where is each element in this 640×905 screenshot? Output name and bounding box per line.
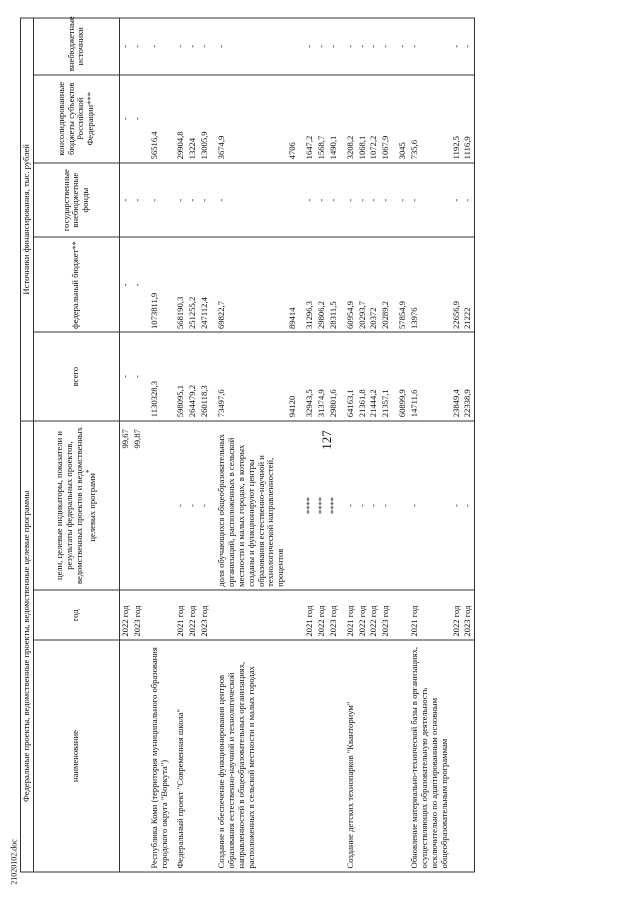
cell-name [299, 640, 316, 872]
cell-funds: - [199, 163, 211, 238]
cell-federal: 22656,9 [451, 237, 463, 332]
cell-indicator: - [187, 421, 199, 591]
cell-indicator: - [340, 421, 357, 591]
cell-consolidated: 1116,9 [462, 75, 474, 163]
cell-total: 64163,1 [340, 332, 357, 420]
cell-funds: - [187, 163, 199, 238]
cell-year: 2023 год [380, 590, 392, 640]
cell-total: 21357,1 [380, 332, 392, 420]
cell-offbudget: - [316, 18, 328, 75]
cell-federal: 21222 [462, 237, 474, 332]
cell-name [119, 640, 131, 872]
header-consolidated-budgets: консолидированные бюджеты субъектов Российской Федерации*** [33, 75, 119, 163]
cell-federal: 1073811,9 [144, 237, 171, 332]
cell-consolidated: 13005,9 [199, 75, 211, 163]
cell-total: 29801,6 [328, 332, 340, 420]
header-offbudget: внебюджетные источники [33, 18, 119, 75]
cell-federal: 251255,2 [187, 237, 199, 332]
cell-federal: 28311,5 [328, 237, 340, 332]
cell-consolidated: - [132, 75, 144, 163]
cell-funds: - [462, 163, 474, 238]
cell-total: 21444,2 [368, 332, 380, 420]
cell-offbudget: - [144, 18, 171, 75]
table-row [170, 18, 187, 872]
cell-offbudget: - [340, 18, 357, 75]
table-row [199, 18, 211, 872]
cell-name: Республика Коми (территория муниципального образования городского округа "Воркута") [144, 640, 171, 872]
cell-name: Создание детских технопарков "Кванториум" [340, 640, 357, 872]
cell-offbudget: - [368, 18, 380, 75]
cell-indicator: - [199, 421, 211, 591]
cell-total: 73497,6 [211, 332, 287, 420]
cell-year: 2021 год [409, 590, 451, 640]
header-name: наименование [33, 640, 119, 872]
cell-federal: 247112,4 [199, 237, 211, 332]
cell-indicator: - [368, 421, 380, 591]
cell-total: 1130328,3 [144, 332, 171, 420]
cell-offbudget: - [211, 18, 287, 75]
cell-total: 598095,1 [170, 332, 187, 420]
cell-year: 2022 год [368, 590, 380, 640]
cell-year: 2023 год [328, 590, 340, 640]
table-row [211, 18, 287, 872]
cell-name [368, 640, 380, 872]
cell-funds: - [132, 163, 144, 238]
cell-name: Федеральный проект "Современная школа" [170, 640, 187, 872]
cell-consolidated: 735,6 [409, 75, 451, 163]
cell-federal: 57854,9 [392, 237, 409, 332]
cell-offbudget: - [380, 18, 392, 75]
cell-federal: 20372 [368, 237, 380, 332]
cell-consolidated: - [119, 75, 131, 163]
cell-name [132, 640, 144, 872]
cell-total: 32943,5 [299, 332, 316, 420]
cell-year [287, 590, 299, 640]
cell-year: 2021 год [299, 590, 316, 640]
cell-funds: - [299, 163, 316, 238]
cell-total: 23849,4 [451, 332, 463, 420]
cell-offbudget: - [199, 18, 211, 75]
cell-consolidated: 3208,2 [340, 75, 357, 163]
cell-consolidated: 3045 [392, 75, 409, 163]
cell-year [392, 590, 409, 640]
cell-indicator: **** [316, 421, 328, 591]
cell-year: 2022 год [187, 590, 199, 640]
cell-consolidated: 1067,9 [380, 75, 392, 163]
cell-federal: - [119, 237, 131, 332]
cell-name [392, 640, 409, 872]
header-federal-budget: федеральный бюджет** [33, 237, 119, 332]
cell-funds: - [451, 163, 463, 238]
cell-federal: 13976 [409, 237, 451, 332]
cell-total: 60899,9 [392, 332, 409, 420]
cell-total: 264479,2 [187, 332, 199, 420]
cell-name [328, 640, 340, 872]
cell-name [357, 640, 369, 872]
table-row [119, 18, 131, 872]
cell-offbudget: - [328, 18, 340, 75]
cell-indicator: - [380, 421, 392, 591]
cell-year: 2022 год [316, 590, 328, 640]
cell-consolidated: 1490,1 [328, 75, 340, 163]
table-row [368, 18, 380, 872]
cell-year: 2022 год [357, 590, 369, 640]
table-row [357, 18, 369, 872]
cell-year: 2023 год [132, 590, 144, 640]
cell-year: 2022 год [451, 590, 463, 640]
cell-total: 22338,9 [462, 332, 474, 420]
cell-indicator: 99,67 [119, 421, 131, 591]
cell-consolidated: 56516,4 [144, 75, 171, 163]
table-header [21, 18, 120, 872]
cell-total: - [132, 332, 144, 420]
cell-federal: 60954,9 [340, 237, 357, 332]
cell-consolidated: 4706 [287, 75, 299, 163]
cell-indicator: - [451, 421, 463, 591]
cell-indicator: доля обучающихся общеобразовательных организаций, расположенных в сельской местности и малых городах, в которых созданы и функционируют центры образования естественно-научной и технологической направленностей, процентов [211, 421, 287, 591]
cell-indicator [287, 421, 299, 591]
cell-offbudget: - [299, 18, 316, 75]
cell-consolidated: 1068,1 [357, 75, 369, 163]
cell-federal: 89414 [287, 237, 299, 332]
cell-funds: - [211, 163, 287, 238]
cell-funds: - [392, 163, 409, 238]
cell-indicator [144, 421, 171, 591]
cell-offbudget: - [132, 18, 144, 75]
cell-federal: 568190,3 [170, 237, 187, 332]
cell-name [199, 640, 211, 872]
table-row [340, 18, 357, 872]
table-row [287, 18, 299, 872]
cell-indicator: **** [328, 421, 340, 591]
cell-funds: - [119, 163, 131, 238]
table-row [328, 18, 340, 872]
cell-consolidated: 1568,7 [316, 75, 328, 163]
cell-total: - [119, 332, 131, 420]
table-row [299, 18, 316, 872]
header-state-funds: государственные внебюджетные фонды [33, 163, 119, 238]
page-number: 127 [319, 430, 334, 450]
cell-offbudget: - [357, 18, 369, 75]
cell-year: 2021 год [170, 590, 187, 640]
cell-indicator: 99,87 [132, 421, 144, 591]
cell-funds: - [144, 163, 171, 238]
header-financing-group: Источники финансирования, тыс. рублей [21, 18, 34, 421]
cell-name [287, 640, 299, 872]
header-indicators: цели, целевые индикаторы, показатели и результаты федеральных проектов, ведомственных проектов и ведомственных целевых программ* [33, 421, 119, 591]
cell-funds [287, 163, 299, 238]
cell-name [451, 640, 463, 872]
table-row [144, 18, 171, 872]
cell-indicator: - [357, 421, 369, 591]
cell-offbudget: - [409, 18, 451, 75]
table-row [187, 18, 199, 872]
cell-consolidated: 1647,2 [299, 75, 316, 163]
cell-total: 260118,3 [199, 332, 211, 420]
cell-federal: - [132, 237, 144, 332]
cell-total: 31374,9 [316, 332, 328, 420]
cell-year: 2023 год [199, 590, 211, 640]
table-body [119, 18, 474, 872]
cell-year [144, 590, 171, 640]
cell-federal: 20293,7 [357, 237, 369, 332]
cell-funds: - [380, 163, 392, 238]
cell-funds: - [328, 163, 340, 238]
cell-consolidated: 13224 [187, 75, 199, 163]
cell-funds: - [316, 163, 328, 238]
cell-funds: - [357, 163, 369, 238]
table-row [409, 18, 451, 872]
financing-table-sheet [20, 18, 620, 873]
cell-funds: - [409, 163, 451, 238]
cell-consolidated: 1192,5 [451, 75, 463, 163]
cell-offbudget: - [119, 18, 131, 75]
cell-total: 21361,8 [357, 332, 369, 420]
cell-funds: - [340, 163, 357, 238]
cell-funds: - [170, 163, 187, 238]
footer-filename: 21020102.doc [9, 839, 19, 885]
cell-year: 2022 год [119, 590, 131, 640]
header-year: год [33, 590, 119, 640]
cell-total: 94120 [287, 332, 299, 420]
table-row [462, 18, 474, 872]
cell-total: 14711,6 [409, 332, 451, 420]
cell-name [316, 640, 328, 872]
cell-indicator: - [462, 421, 474, 591]
cell-name [187, 640, 199, 872]
cell-offbudget [287, 18, 299, 75]
cell-year: 2021 год [340, 590, 357, 640]
cell-consolidated: 29904,8 [170, 75, 187, 163]
cell-indicator: - [170, 421, 187, 591]
cell-year [211, 590, 287, 640]
cell-federal: 20289,2 [380, 237, 392, 332]
financing-table [20, 18, 475, 873]
cell-year: 2023 год [462, 590, 474, 640]
cell-name: Создание и обеспечение функционирования центров образования естественно-научной и технологической направленностей в общеобразовательных организациях, расположенных в сельской местности и малых городах [211, 640, 287, 872]
cell-federal: 29806,2 [316, 237, 328, 332]
table-row [451, 18, 463, 872]
header-projects-group: Федеральные проекты, ведомственные проекты, ведомственные целевые программы [21, 421, 34, 872]
cell-funds: - [368, 163, 380, 238]
cell-offbudget: - [451, 18, 463, 75]
table-row [132, 18, 144, 872]
cell-name: Обновление материально-технической базы в организациях, осуществляющих образовательную деятельность исключительно по адаптированным основным общеобразовательным программам [409, 640, 451, 872]
cell-federal: 69822,7 [211, 237, 287, 332]
cell-federal: 31296,3 [299, 237, 316, 332]
cell-name [462, 640, 474, 872]
cell-consolidated: 3674,9 [211, 75, 287, 163]
table-row [380, 18, 392, 872]
cell-consolidated: 1072,2 [368, 75, 380, 163]
cell-indicator: - [409, 421, 451, 591]
table-row [392, 18, 409, 872]
cell-offbudget: - [170, 18, 187, 75]
table-row [316, 18, 328, 872]
cell-name [380, 640, 392, 872]
header-total: всего [33, 332, 119, 420]
cell-offbudget: - [462, 18, 474, 75]
cell-offbudget: - [187, 18, 199, 75]
cell-offbudget: - [392, 18, 409, 75]
cell-indicator [392, 421, 409, 591]
cell-indicator: **** [299, 421, 316, 591]
